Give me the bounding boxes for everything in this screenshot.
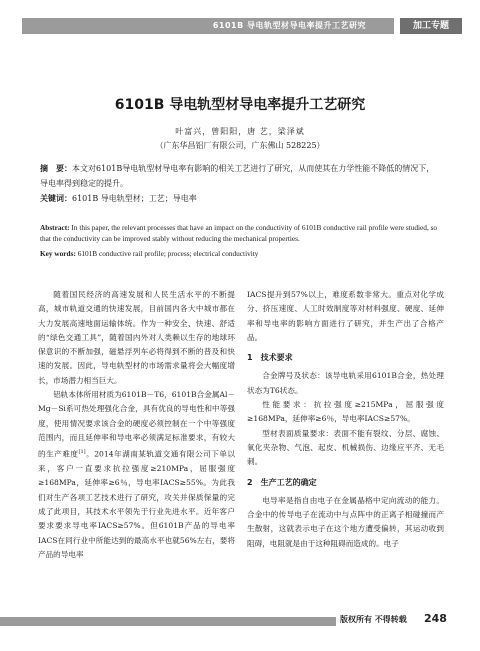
body-paragraph-text: 。2014年湖南某轨道交通有限公司下单以来，客户一直要求抗拉强度≥210MPa，屈服强度≥168MPa，延伸率≥6％，导电率IACS≥55%。为此我们对生产各项工艺技术进行了研究，攻关并保质保量的完成了此项目，其技术水平领先于行业先进水平。近年客户要求要求导电率IACS≥57%。但6101B产品的导电率IACS在同行业中所能达到的最高水平也就56%左右，要将产品的导电率 xyxy=(38,449,236,559)
running-header xyxy=(22,18,462,34)
section-heading: 2 生产工艺的确定 xyxy=(247,477,317,487)
body-paragraph: 型材表面质量要求：表面不能有裂纹、分层、腐蚀、氧化夹杂物、气泡、起皮、机械损伤、边缘应平齐、无毛刺。 xyxy=(247,428,444,467)
running-title: 6101B 导电轨型材导电率提升工艺研究 xyxy=(212,21,366,30)
body-paragraph: IACS提升到57%以上，难度系数非常大。重点对化学成分、挤压速度、人工时效制度等对材料强度、硬度、延伸率和导电率的影响方面进行了研究，并生产出了合格产品。 xyxy=(247,290,444,342)
keywords-cn-text: 6101B 导电轨型材；工艺；导电率 xyxy=(72,194,197,203)
body-column-left xyxy=(38,288,235,562)
body-paragraph-text: 铝轨本体所用材质为6101B－T6，6101B合金属Al－Mg－Si系可热处理强化合金，具有优良的导电性和中等强度，使用情况要求该合金的硬度必须控制在一个中等强度范围内，而且延伸率和导电率必须满足标准要求，有较大的生产难度 xyxy=(38,390,235,459)
keywords-en-text: 6101B conductive rail profile; process; electrical conductivity xyxy=(77,249,259,258)
page-number: 248 xyxy=(424,612,447,625)
keywords-cn-label: 关键词： xyxy=(40,194,72,203)
body-paragraph: 电导率是指自由电子在金属晶格中定向流动的能力。合金中的传导电子在流动中与点阵中的正离子相碰撞而产生散射，这就表示电子在这个地方遭受偏转，其运动收到阻碍，电阻就是由于这种阻碍而造成的。电子 xyxy=(247,495,444,548)
abstract-cn-label: 摘 要： xyxy=(40,164,72,173)
citation: [1] xyxy=(78,449,86,456)
article-title: 6101B 导电轨型材导电率提升工艺研究 xyxy=(114,97,366,113)
abstract-en-text: In this paper, the relevant processes that have an impact on the conductivity of 6101B conductive rail profile were studied, so that the conductivity can be improved stably without reducing the mechanical properties. xyxy=(40,223,438,243)
page-footer xyxy=(0,614,480,628)
affiliation: （广东华昌铝厂有限公司，广东佛山 528225） xyxy=(155,141,325,150)
abstract-cn-text: 本文对6101B导电轨型材导电率有影响的相关工艺进行了研究，从而使其在力学性能不降低的情况下，导电率得到稳定的提升。 xyxy=(40,164,435,188)
body-paragraph: 性能要求：抗拉强度≥215MPa，屈服强度≥168MPa，延伸率≥6％，导电率IACS≥57%。 xyxy=(247,400,444,424)
body-paragraph xyxy=(38,388,235,562)
footer-band xyxy=(0,617,336,626)
abstract-en xyxy=(40,222,442,244)
keywords-en-label: Key words: xyxy=(40,249,76,258)
body-column-right xyxy=(247,288,444,551)
keywords-en xyxy=(40,248,442,259)
abstract-cn xyxy=(40,161,442,191)
section-heading: 1 技术要求 xyxy=(247,353,293,363)
rights-notice: 版权所有 不得转载 xyxy=(340,615,407,624)
authors: 叶富兴，曾阳阳，唐 艺，梁泽斌 xyxy=(175,127,305,136)
header-band xyxy=(22,18,394,34)
abstract-en-label: Abstract: xyxy=(40,223,70,232)
body-paragraph: 合金牌号及状态：该导电轨采用6101B合金，热处理状态为T6状态。 xyxy=(247,371,444,395)
body-paragraph: 随着国民经济的高速发展和人民生活水平的不断提高，城市轨道交通的快速发展，目前国内各大中城市都在大力发展高速地面运输体统。作为一种安全、快速、舒适的“绿色交通工具”，随着国内外对人类赖以生存的地球环保意识的不断加强，磁悬浮列车必将得到不断的普及和快速的发展。因此，导电轨型材的市场需求量将会大幅度增长，市场潜力相当巨大。 xyxy=(38,290,235,385)
keywords-cn xyxy=(40,193,442,205)
section-label: 加工专题 xyxy=(400,18,462,34)
